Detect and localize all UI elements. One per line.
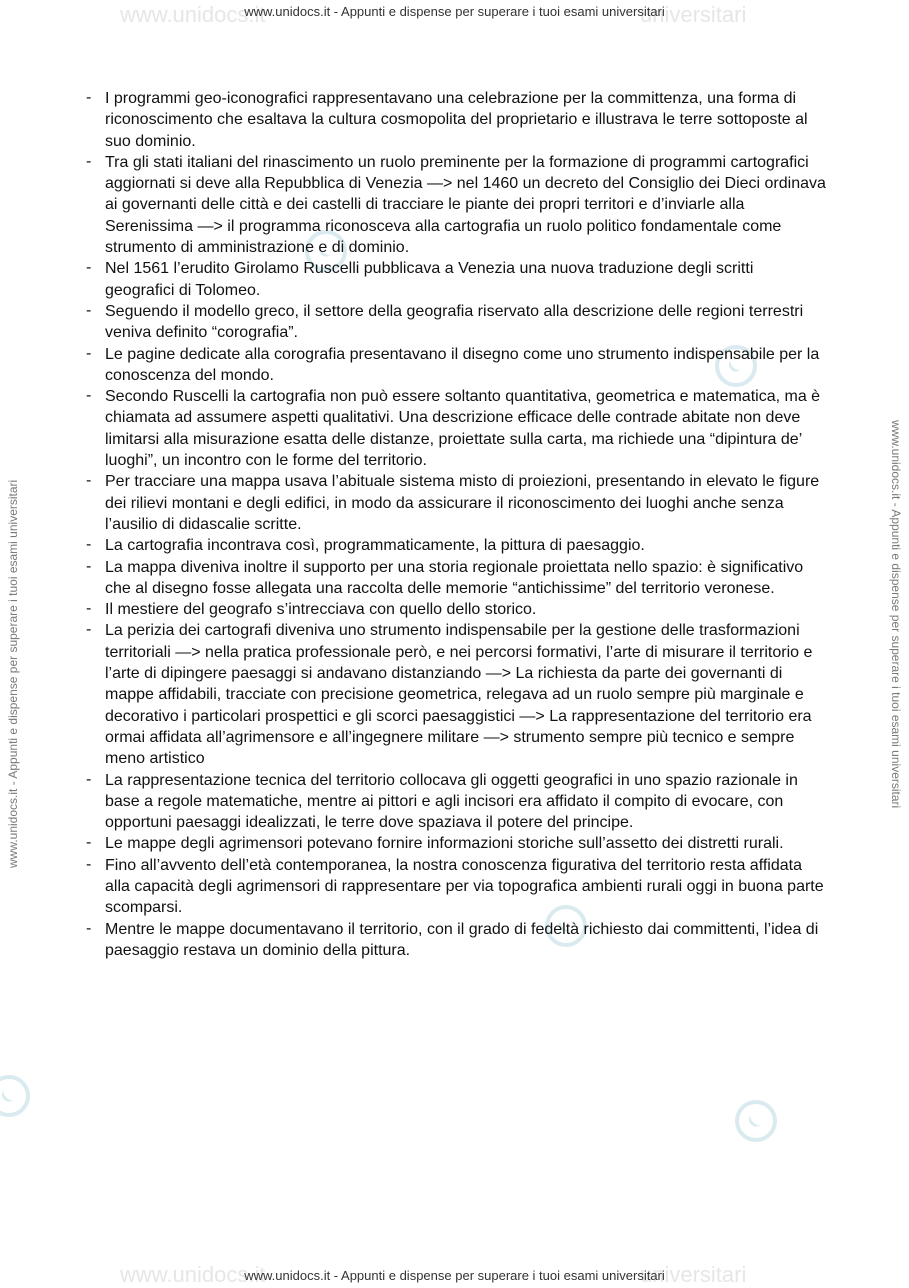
- bullet-text: Fino all’avvento dell’età contemporanea, la nostra conoscenza figurativa del territorio resta affidata alla capacità degli agrimensori di rappresentare per via topografica ambienti rurali oggi in buona parte scomparsi.: [105, 856, 824, 917]
- list-item: [86, 386, 826, 471]
- bullet-text: Per tracciare una mappa usava l’abituale sistema misto di proiezioni, presentando in elevato le figure dei rilievi montani e degli edifici, in modo da assicurare il riconoscimento dei luoghi anche senza l’ausilio di didascalie scritte.: [105, 473, 820, 533]
- header-watermark: www.unidocs.it - Appunti e dispense per superare i tuoi esami universitari: [244, 4, 665, 19]
- bullet-text: Seguendo il modello greco, il settore della geografia riservato alla descrizione delle regioni terrestri veniva definito “corografia”.: [105, 302, 804, 342]
- bullet-marker: -: [86, 855, 92, 873]
- bullet-text: Nel 1561 l’erudito Girolamo Ruscelli pubblicava a Venezia una nuova traduzione degli scritti geografici di Tolomeo.: [105, 260, 754, 299]
- side-watermark-left: www.unidocs.it - Appunti e dispense per superare i tuoi esami universitari: [6, 479, 20, 868]
- list-item: [86, 88, 826, 152]
- bullet-text: Secondo Ruscelli la cartografia non può essere soltanto quantitativa, geometrica e matematica, ma è chiamata ad assumere aspetti qualitativi. Una descrizione efficace delle contrade abitate non deve limitarsi alla misurazione esatta delle distanze, proiettate sulla carta, ma richiede una “dipintura de’ luoghi”, un incontro con le forme del territorio.: [105, 388, 821, 470]
- list-item: [86, 471, 826, 535]
- bullet-marker: -: [86, 557, 92, 575]
- list-item: [86, 258, 826, 301]
- list-item: [86, 620, 826, 769]
- list-item: [86, 152, 826, 258]
- bullet-marker: -: [86, 89, 92, 106]
- bullet-text: Tra gli stati italiani del rinascimento un ruolo preminente per la formazione di programmi cartografici aggiornati si deve alla Repubblica di Venezia —> nel 1460 un decreto del Consiglio dei Dieci ordinava ai governanti delle città e dei castelli di tracciare le piante dei propri territori e d’inviarle alla Serenissima —> il programma riconosceva alla cartografia un ruolo politico fondamentale come strumento di amministrazione e di dominio.: [105, 153, 826, 257]
- bullet-marker: -: [86, 344, 92, 362]
- list-item: [86, 770, 826, 834]
- faint-watermark-top-right: universitari: [640, 2, 747, 27]
- bullet-marker: -: [86, 770, 92, 788]
- faint-watermark-bottom: www.unidocs.it: [120, 1262, 266, 1287]
- bullet-text: La cartografia incontrava così, programmaticamente, la pittura di paesaggio.: [105, 537, 645, 555]
- bullet-text: Il mestiere del geografo s’intrecciava con quello dello storico.: [105, 601, 537, 619]
- bullet-marker: -: [86, 919, 92, 937]
- list-item: [86, 535, 826, 556]
- bullet-list: [86, 88, 826, 961]
- bullet-marker: -: [86, 472, 92, 490]
- bullet-text: La perizia dei cartografi diveniva uno strumento indispensabile per la gestione delle trasformazioni territoriali —> nella pratica professionale però, e nei percorsi formativi, l’arte di misurare il territorio e l’arte di dipingere paesaggi si andavano distanziando —> La richiesta da parte dei governanti di mappe affidabili, tracciate con precisione geometrica, relegava ad un ruolo sempre più marginale e decorativo i particolari prospettici e gli scorci paesaggistici —> La rappresentazione del territorio era ormai affidata all’agrimensore e all’ingegnere militare —> strumento sempre più tecnico e sempre meno artistico: [105, 622, 813, 768]
- list-item: [86, 855, 826, 919]
- bullet-text: Le pagine dedicate alla corografia presentavano il disegno come uno strumento indispensabile per la conoscenza del mondo.: [105, 345, 820, 384]
- faint-watermark-bottom-right: universitari: [640, 1262, 747, 1287]
- list-item: [86, 344, 826, 387]
- bullet-marker: -: [86, 152, 92, 170]
- faint-watermark-top: www.unidocs.it: [120, 2, 266, 27]
- bullet-marker: -: [86, 834, 92, 852]
- list-item: [86, 833, 826, 854]
- bullet-text: La mappa diveniva inoltre il supporto per una storia regionale proiettata nello spazio: è significativo che al disegno fosse allegata una raccolta delle memorie “antichissime” del territorio veronese.: [105, 558, 804, 597]
- bullet-marker: -: [86, 536, 92, 554]
- bullet-marker: -: [86, 301, 92, 319]
- bullet-marker: -: [86, 621, 92, 639]
- bullet-text: La rappresentazione tecnica del territorio collocava gli oggetti geografici in uno spazio razionale in base a regole matematiche, mentre ai pittori e agli incisori era affidato il compito di evocare, con opportuni paesaggi idealizzati, le terre dove spaziava il potere del principe.: [105, 771, 798, 832]
- bullet-text: I programmi geo-iconografici rappresentavano una celebrazione per la committenza, una forma di riconoscimento che esaltava la cultura cosmopolita del proprietario e illustrava le terre sottoposte al suo dominio.: [105, 90, 808, 150]
- bullet-text: Le mappe degli agrimensori potevano fornire informazioni storiche sull’assetto dei distretti rurali.: [105, 835, 784, 853]
- bullet-text: Mentre le mappe documentavano il territorio, con il grado di fedeltà richiesto dai committenti, l’idea di paesaggio restava un dominio della pittura.: [105, 920, 819, 959]
- list-item: [86, 919, 826, 962]
- footer-watermark: www.unidocs.it - Appunti e dispense per superare i tuoi esami universitari: [244, 1268, 665, 1283]
- side-watermark-right: www.unidocs.it - Appunti e dispense per superare i tuoi esami universitari: [889, 420, 903, 809]
- bullet-marker: -: [86, 387, 92, 405]
- list-item: [86, 301, 826, 344]
- unidocs-logo-icon: [0, 1066, 39, 1125]
- bullet-marker: -: [86, 259, 92, 277]
- bullet-marker: -: [86, 600, 92, 618]
- list-item: [86, 557, 826, 600]
- unidocs-logo-icon: [726, 1091, 785, 1150]
- list-item: [86, 599, 826, 620]
